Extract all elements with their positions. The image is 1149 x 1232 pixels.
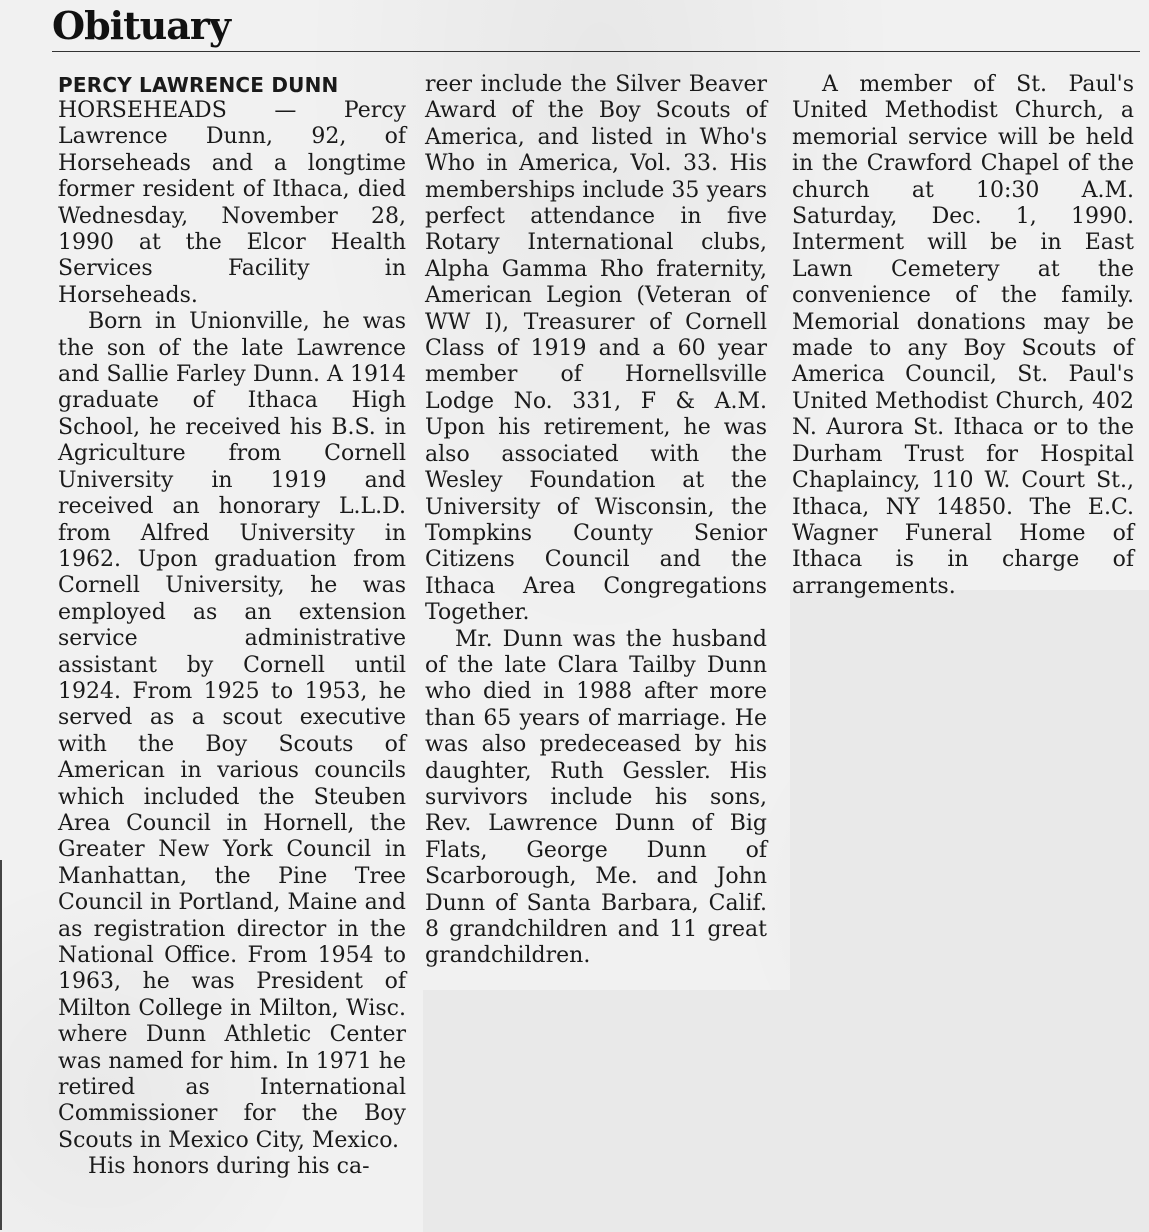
article-paragraph: A member of St. Paul's United Methodist Church, a memorial service will be held in the Crawford Chapel of the church at 10:30 A.M. Saturday, Dec. 1, 1990. Interment will be in East Lawn Cemetery at the convenience of the family. Memorial donations may be made to any Boy Scouts of America Council, St. Paul's United Methodist Church, 402 N. Aurora St. Ithaca or to the Durham Trust for Hospital Chaplaincy, 110 W. Court St., Ithaca, NY 14850. The E.C. Wagner Funeral Home of Ithaca is in charge of arrangements. [792, 72, 1134, 599]
blank-newsprint-area [790, 590, 1149, 1232]
article-paragraph: His honors during his ca- [88, 1154, 370, 1180]
article-column-1 [58, 72, 406, 1181]
section-title: Obituary [52, 3, 231, 48]
scan-edge-mark [0, 860, 2, 1230]
section-masthead [52, 0, 1142, 54]
article-paragraph: reer include the Silver Beaver Award of the Boy Scouts of America, and listed in Who's Who in America, Vol. 33. His memberships include 35 years perfect attendance in five Rotary International clubs, Alpha Gamma Rho fraternity, American Legion (Veteran of WW I), Treasurer of Cornell Class of 1919 and a 60 year member of Hornellsville Lodge No. 331, F & A.M. Upon his retirement, he was also associated with the Wesley Foundation at the University of Wisconsin, the Tompkins County Senior Citizens Council and the Ithaca Area Congregations Together. [425, 72, 767, 626]
obituary-headline: PERCY LAWRENCE DUNN [58, 73, 339, 97]
blank-newsprint-area [423, 990, 790, 1232]
article-paragraph: HORSEHEADS — Percy Lawrence Dunn, 92, of Horseheads and a longtime former resident of Ithaca, died Wednesday, November 28, 1990 at the Elcor Health Services Facility in Horseheads. [58, 98, 406, 308]
article-paragraph: Born in Unionville, he was the son of the late Lawrence and Sallie Farley Dunn. A 1914 graduate of Ithaca High School, he received his B.S. in Agriculture from Cornell University in 1919 and received an honorary L.L.D. from Alfred University in 1962. Upon graduation from Cornell University, he was employed as an extension service administrative assistant by Cornell until 1924. From 1925 to 1953, he served as a scout executive with the Boy Scouts of American in various councils which included the Steuben Area Council in Hornell, the Greater New York Council in Manhattan, the Pine Tree Council in Portland, Maine and as registration director in the National Office. From 1954 to 1963, he was President of Milton College in Milton, Wisc. where Dunn Athletic Center was named for him. In 1971 he retired as International Commissioner for the Boy Scouts in Mexico City, Mexico. [58, 309, 406, 1153]
article-column-3 [792, 72, 1134, 600]
masthead-rule [52, 51, 1140, 52]
article-column-2 [425, 72, 767, 970]
article-paragraph: Mr. Dunn was the husband of the late Clara Tailby Dunn who died in 1988 after more than 65 years of marriage. He was also predeceased by his daughter, Ruth Gessler. His survivors include his sons, Rev. Lawrence Dunn of Big Flats, George Dunn of Scarborough, Me. and John Dunn of Santa Barbara, Calif. 8 grandchildren and 11 great grandchildren. [425, 626, 767, 969]
